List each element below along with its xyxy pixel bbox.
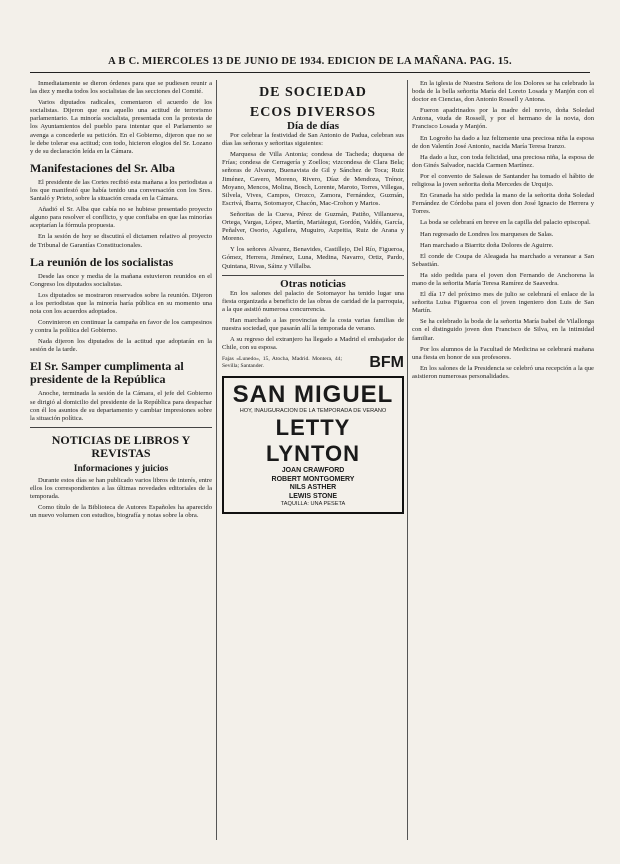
header-rule bbox=[30, 72, 590, 73]
paragraph: Y los señores Alvarez, Benavides, Castillejo, Del Río, Figueroa, Gómez, Herrera, Jiménez, Luna, Medina, Navarro, Ortiz, Pardo, Quintana, Rivas, Sáinz y Villalba. bbox=[222, 246, 404, 270]
section-heading: El Sr. Samper cumplimenta al presidente de la República bbox=[30, 359, 184, 387]
cast-member: NILS ASTHER bbox=[289, 484, 337, 492]
paragraph: Ha sido pedida para el joven don Fernando de Anchorena la mano de la señorita María Teresa Ramírez de Saavedra. bbox=[412, 271, 594, 287]
paragraph: En los salones del palacio de Sotomayor ha tenido lugar una fiesta organizada a beneficio de las obras de caridad de la parroquia, a la que asistió numerosa concurrencia. bbox=[222, 289, 404, 313]
column-3 bbox=[412, 80, 594, 384]
paragraph: Por los alumnos de la Facultad de Medicina se celebrará mañana una fiesta en honor de sus profesores. bbox=[412, 345, 594, 361]
paragraph: Señoritas de la Cueva, Pérez de Guzmán, Patiño, Villanueva, Ortega, Vargas, López, Martín, Mariátegui, Gordón, Valdés, García, Peñalver, Osorio, Aguilera, Muguiro, Azpeitia, Ruiz de Arana y Moreno. bbox=[222, 210, 404, 243]
paragraph: Anoche, terminada la sesión de la Cámara, el jefe del Gobierno se dirigió al domicilio del presidente de la República para despachar con él los asuntos de su departamento y cambiar impresiones sobre la situación política. bbox=[30, 390, 212, 422]
subsection-heading: Otras noticias bbox=[280, 277, 346, 290]
paragraph: Fueron apadrinados por la madre del novio, doña Soledad Antona, viuda de Rossell, y por el hermano de la novia, don Francisco Losada y Manjón. bbox=[412, 107, 594, 131]
column-divider bbox=[216, 80, 217, 840]
cinema-advert bbox=[222, 376, 404, 514]
section-heading: La reunión de los socialistas bbox=[30, 254, 174, 269]
paragraph: En la sesión de hoy se discutirá el dictamen relativo al proyecto de Tribunal de Garantías Constitucionales. bbox=[30, 233, 212, 249]
film-title: LETTY LYNTON bbox=[265, 415, 361, 467]
cinema-name: SAN MIGUEL bbox=[232, 381, 394, 409]
page-header: A B C. MIERCOLES 13 DE JUNIO DE 1934. EDICION DE LA MAÑANA. PAG. 15. bbox=[108, 56, 512, 67]
subsection-heading: Día de días bbox=[287, 120, 339, 132]
paragraph: Varios diputados radicales, comentaron el acuerdo de los socialistas. Dijeron que era aquello una actitud de terrorismo parlamentario. La minoría socialista, presentada con la protesta de los Ayuntamientos del pueblo para intentar que el Parlamento se avenga a concederle su petición. En el Gobierno, dijeron que no se le debe tolerar esa actitud; con todo, hicieron elogios del Sr. Lozano y de su declaración leída en la Cámara. bbox=[30, 99, 212, 155]
paragraph: Convinieron en continuar la campaña en favor de los campesinos y contra la política del Gobierno. bbox=[30, 319, 212, 335]
column-1 bbox=[30, 80, 212, 523]
paragraph: Marquesa de Villa Antonia; condesa de Tacheda; duquesa de Frías; condesa de Cerragería y Zoellos; vizcondesa de Clara Bela; señoras de Alvarez, Buenavista de Gil y Sánchez de Toca; Ruiz Jiménez, Cavero, Moreno, Rivero, Díaz de Mendoza, Trénor, Moyano, Mencos, Molina, Bosch, Lorente, Maroto, Torres, Villegas, Silvela, Vives, Campos, Orozco, Zamora, Fernández, Guzmán, Escrivá, Ibarra, Sotomayor, Chacón, Mac-Crohon y Martos. bbox=[222, 151, 404, 207]
cast-member: ROBERT MONTGOMERY bbox=[271, 475, 355, 483]
paragraph: Inmediatamente se dieron órdenes para que se pudiesen reunir a las diez y media todos los socialistas de las secciones del Comité. bbox=[30, 80, 212, 96]
paragraph: Han regresado de Londres los marqueses de Salas. bbox=[420, 230, 554, 238]
section-heading: ECOS DIVERSOS bbox=[249, 105, 377, 120]
paragraph: El día 17 del próximo mes de julio se celebrará el enlace de la señorita Luisa Figueroa con el joven ingeniero don Luis de San Martín. bbox=[412, 291, 594, 315]
section-rule bbox=[30, 427, 212, 428]
column-divider bbox=[407, 80, 408, 840]
paragraph: Se ha celebrado la boda de la señorita María Isabel de Vilallonga con el distinguido joven don Francisco de Silva, en la intimidad familiar. bbox=[412, 318, 594, 342]
subsection-heading: Informaciones y juicios bbox=[73, 463, 169, 474]
paragraph: Han marchado a las provincias de la costa varias familias de nuestra sociedad, que pasarán allí la temporada de verano. bbox=[222, 316, 404, 333]
section-rule bbox=[222, 275, 404, 276]
bfm-advert-text: Fajas «Lunedo», 15, Atocha, Madrid. Montera, 44; Sevilla; Santander. bbox=[222, 356, 342, 370]
paragraph: Durante estos días se han publicado varios libros de interés, entre ellos los correspondientes a las últimas novedades editoriales de la temporada. bbox=[30, 476, 212, 500]
paragraph: Ha dado a luz, con toda felicidad, una preciosa niña, la esposa de don Ginés Salvador, nacida Carmen Martínez. bbox=[412, 153, 594, 169]
paragraph: Como título de la Biblioteca de Autores Españoles ha aparecido un nuevo volumen con estudios, biografía y notas sobre la obra. bbox=[30, 504, 212, 520]
paragraph: Han marchado a Biarritz doña Dolores de Aguirre. bbox=[420, 241, 554, 249]
bfm-logo: BFM bbox=[369, 354, 404, 372]
paragraph: En Granada ha sido pedida la mano de la señorita doña Soledad Fernández de Córdoba para el joven don José Ignacio de Herrera y Torres. bbox=[412, 192, 594, 216]
section-heading: Manifestaciones del Sr. Alba bbox=[30, 160, 175, 175]
paragraph: El presidente de las Cortes recibió esta mañana a los periodistas a los que manifestó que había tenido una conversación con los Sres. Santaló y Prieto, sobre la situación creada en la Cámara. bbox=[30, 178, 212, 203]
cast-member: JOAN CRAWFORD bbox=[281, 467, 345, 475]
cast-member: LEWIS STONE bbox=[288, 492, 338, 500]
paragraph: En Logroño ha dado a luz felizmente una preciosa niña la esposa de don Valentín José Antonio, nacida María Teresa Iranzo. bbox=[412, 134, 594, 150]
paragraph: En los salones de la Presidencia se celebró una recepción a la que asistieron numerosas personalidades. bbox=[412, 364, 594, 380]
paragraph: Los diputados se mostraron reservados sobre la reunión. Dijeron a los periodistas que la minoría haría pública en su momento una nota con los acuerdos adoptados. bbox=[30, 291, 212, 315]
column-2 bbox=[222, 80, 404, 514]
paragraph: Por el convento de Salesas de Santander ha tomado el hábito de religiosa la joven señorita doña Mercedes de Urquijo. bbox=[412, 172, 594, 189]
paragraph: A su regreso del extranjero ha llegado a Madrid el embajador de Chile, con su esposa. bbox=[222, 336, 404, 352]
paragraph: La boda se celebrará en breve en la capilla del palacio episcopal. bbox=[420, 219, 591, 227]
paragraph: Desde las once y media de la mañana estuvieron reunidos en el Congreso los diputados socialistas. bbox=[30, 272, 212, 288]
paragraph: Añadió el Sr. Alba que cabía no se hubiese presentado proyecto alguno para resolver el conflicto, y que confiaba en que las minorías aceptarían la fórmula propuesta. bbox=[30, 206, 212, 230]
paragraph: Por celebrar la festividad de San Antonio de Padua, celebran sus días las señoras y señoritas siguientes: bbox=[222, 132, 404, 148]
bfm-advert bbox=[222, 356, 404, 370]
section-heading: DE SOCIEDAD bbox=[259, 85, 367, 100]
cinema-announcement: HOY, INAUGURACION DE LA TEMPORADA DE VERANO bbox=[239, 408, 387, 415]
section-heading: NOTICIAS DE LIBROS Y REVISTAS bbox=[51, 432, 191, 460]
ticket-price: TAQUILLA: UNA PESETA bbox=[280, 501, 346, 508]
paragraph: En la iglesia de Nuestra Señora de los Dolores se ha celebrado la boda de la bella señorita María del Loreto Losada y Manjón con el doctor en Ciencias, don Antonio Rossell y Antona. bbox=[412, 80, 594, 104]
paragraph: El conde de Coupa de Aleagada ha marchado a veranear a San Sebastián. bbox=[412, 252, 594, 268]
paragraph: Nada dijeron los diputados de la actitud que adoptarán en la sesión de la tarde. bbox=[30, 338, 212, 354]
